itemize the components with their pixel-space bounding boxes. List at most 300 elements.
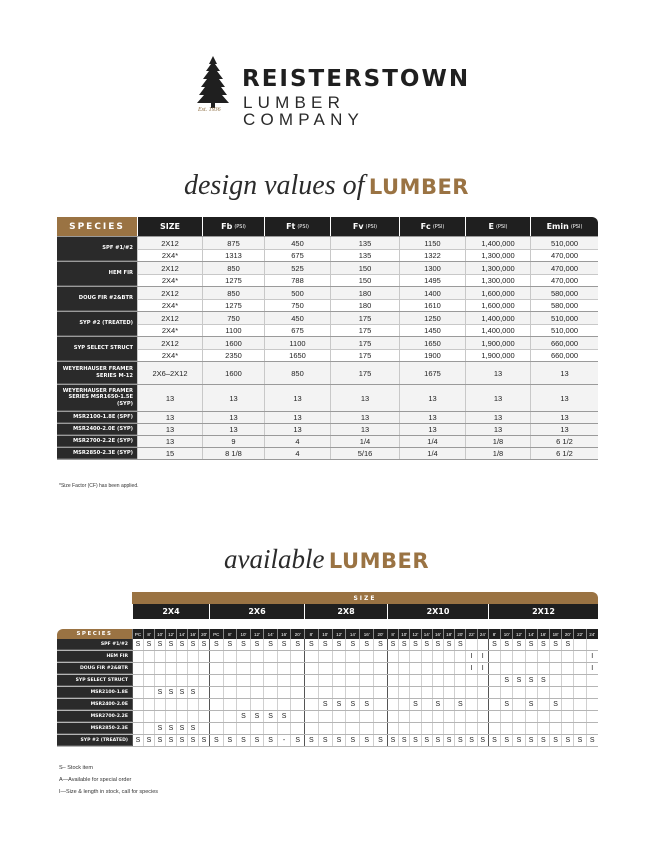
header-label: Fv [352,222,364,231]
availability-cell [304,699,318,710]
availability-cell [154,651,165,662]
availability-cell: S [154,735,165,746]
availability-cell [209,675,223,686]
availability-cell [290,663,304,674]
availability-cell [549,663,561,674]
length-header: 20' [454,629,465,639]
table-row [137,324,598,336]
availability-cell: S [500,639,512,650]
availability-cell [512,723,524,734]
availability-cell [500,687,512,698]
availability-cell [443,711,454,722]
value-cell: 470,000 [530,275,598,286]
availability-cell [387,723,398,734]
species-group [57,423,598,435]
availability-cell [512,651,524,662]
species-group [57,447,598,459]
availability-cell: S [537,639,549,650]
length-header: 16' [359,629,373,639]
availability-cell [561,723,573,734]
table-row [57,639,598,651]
availability-cell [132,699,143,710]
availability-cell [318,711,332,722]
legend-item: A—Available for special order [59,777,132,783]
availability-cell [421,651,432,662]
availability-cell [432,723,443,734]
availability-cell [387,663,398,674]
header-7 [530,217,598,236]
header-unit: (PSI) [432,223,445,230]
availability-cell [398,723,409,734]
availability-cell [345,651,359,662]
availability-cell [236,675,250,686]
size-group-2x8: 2X8 [304,604,387,619]
availability-cell [223,651,237,662]
availability-cell: S [154,687,165,698]
availability-cell: S [454,735,465,746]
availability-cell: S [488,735,500,746]
length-header: 10' [398,629,409,639]
availability-cell: I [465,651,476,662]
availability-cell: S [165,735,176,746]
available-table-body [57,639,598,747]
availability-cell: S [187,687,198,698]
value-cell: 1/8 [465,448,530,459]
value-cell: 1275 [202,300,264,311]
availability-cell [373,723,387,734]
availability-cell: S [586,735,598,746]
availability-cell [537,723,549,734]
availability-cell: S [477,735,488,746]
value-cell: 1313 [202,250,264,261]
value-cell: 1150 [399,237,465,249]
length-header: PC [132,629,143,639]
availability-cell [373,699,387,710]
availability-cell [586,699,598,710]
availability-cell [409,675,420,686]
availability-cell [465,711,476,722]
availability-cell: S [263,639,277,650]
availability-cell [236,699,250,710]
value-cell: 850 [202,262,264,274]
availability-cell [443,699,454,710]
size-group-2x6: 2X6 [209,604,304,619]
value-cell: 675 [264,325,330,336]
availability-cell [332,675,346,686]
species-values [137,312,598,336]
value-cell: 510,000 [530,312,598,324]
availability-cell [304,687,318,698]
availability-cell [187,675,198,686]
value-cell: 5/16 [330,448,399,459]
availability-cell: S [143,735,154,746]
availability-cell [432,651,443,662]
value-cell: 150 [330,275,399,286]
availability-cell [488,675,500,686]
availability-cell: S [549,699,561,710]
value-cell: 13 [330,424,399,435]
species-values [137,362,598,384]
header-unit: (PSI) [495,223,508,230]
availability-cell [443,651,454,662]
availability-cell [176,711,187,722]
value-cell: 2X4* [137,350,202,361]
availability-cell [500,663,512,674]
table-row [57,735,598,747]
size-group-2x10: 2X10 [387,604,488,619]
availability-cell: - [277,735,291,746]
availability-cell [432,711,443,722]
availability-cell [432,687,443,698]
availability-cell: S [332,699,346,710]
availability-cell [525,711,537,722]
value-cell: 1400 [399,287,465,299]
species-name: WEYERHAUSER FRAMER SERIES M-12 [57,362,137,384]
length-header: 8' [223,629,237,639]
table-row [137,385,598,411]
availability-cell: S [454,699,465,710]
value-cell: 1650 [399,337,465,349]
availability-cell [165,663,176,674]
availability-cell [454,687,465,698]
length-header: 8' [304,629,318,639]
availability-cell: S [209,639,223,650]
value-cell: 15 [137,448,202,459]
availability-cell [223,663,237,674]
availability-cell: S [409,639,420,650]
species-values [137,448,598,459]
availability-cell [573,699,585,710]
availability-cell [318,663,332,674]
header-6 [465,217,530,236]
table-row [57,675,598,687]
availability-cell [549,711,561,722]
availability-cell [165,675,176,686]
availability-cell [209,663,223,674]
availability-cell: S [176,687,187,698]
value-cell: 1,900,000 [465,337,530,349]
availability-cell [304,663,318,674]
availability-cell [223,675,237,686]
availability-cell [318,687,332,698]
species-group [57,261,598,286]
availability-cell: S [154,639,165,650]
species-name: HEM FIR [57,651,132,662]
availability-cell [223,723,237,734]
availability-cell [443,687,454,698]
value-cell: 1322 [399,250,465,261]
availability-cell [345,723,359,734]
availability-cell [573,687,585,698]
availability-cell: S [209,735,223,746]
species-name: WEYERHAUSER FRAMER SERIES MSR1650-1.5E (SYP) [57,385,137,411]
availability-cell [132,687,143,698]
availability-cell: S [398,639,409,650]
length-header: 10' [236,629,250,639]
availability-cell [398,699,409,710]
species-name: MSR2850-2.3E [57,723,132,734]
availability-cell [290,699,304,710]
value-cell: 510,000 [530,237,598,249]
availability-cell [537,687,549,698]
species-name: SYP #2 (TREATED) [57,735,132,746]
available-title-bold: LUMBER [328,549,430,573]
availability-cell [304,723,318,734]
availability-cell [373,663,387,674]
availability-cell [176,663,187,674]
value-cell: 1450 [399,325,465,336]
length-header: 22' [573,629,585,639]
availability-cell: S [187,639,198,650]
value-cell: 1,300,000 [465,275,530,286]
availability-cell [432,675,443,686]
value-cell: 13 [202,412,264,423]
availability-cell [187,663,198,674]
value-cell: 1610 [399,300,465,311]
availability-cell [318,675,332,686]
availability-cell [573,651,585,662]
species-name: MSR2700-2.2E (SYP) [57,436,137,447]
availability-cell [488,651,500,662]
availability-cell [454,663,465,674]
availability-cell: S [304,735,318,746]
value-cell: 180 [330,300,399,311]
legend-item: I—Size & length in stock, call for species [59,789,159,795]
table-row [137,412,598,423]
design-title-script: design values of [184,170,365,201]
availability-cell [250,675,264,686]
availability-cell [443,663,454,674]
species-name: MSR2100-1.8E (SPF) [57,412,137,423]
header-label: SPECIES [69,221,125,232]
availability-cell [345,663,359,674]
availability-cell: S [421,639,432,650]
availability-cell [250,651,264,662]
availability-cell [143,723,154,734]
value-cell: 13 [465,412,530,423]
availability-cell: S [488,639,500,650]
value-cell: 13 [530,424,598,435]
availability-cell [277,651,291,662]
availability-cell [332,663,346,674]
species-group [57,411,598,423]
table-row [57,723,598,735]
availability-cell [373,651,387,662]
availability-cell [250,723,264,734]
availability-cell [373,711,387,722]
value-cell: 1600 [202,362,264,384]
availability-cell [409,711,420,722]
value-cell: 1,400,000 [465,237,530,249]
availability-cell [477,711,488,722]
availability-cell: S [432,735,443,746]
availability-cell [132,651,143,662]
availability-cell [143,663,154,674]
table-row [137,312,598,324]
value-cell: 6 1/2 [530,436,598,447]
availability-cell [561,699,573,710]
value-cell: 2X4* [137,325,202,336]
availability-cell [549,675,561,686]
species-values [137,424,598,435]
availability-cell [318,723,332,734]
availability-cell: S [318,735,332,746]
availability-cell: S [561,735,573,746]
availability-cell [154,663,165,674]
value-cell: 450 [264,312,330,324]
header-0 [57,217,137,236]
availability-cell: S [500,735,512,746]
table-row [57,663,598,675]
availability-cell: S [537,675,549,686]
availability-cell: S [549,735,561,746]
length-header: 20' [561,629,573,639]
value-cell: 13 [399,412,465,423]
availability-cell: I [586,663,598,674]
availability-cell [488,699,500,710]
availability-cell: S [373,735,387,746]
length-header: 12' [332,629,346,639]
header-label: E [488,222,494,231]
species-group [57,384,598,411]
availability-cell: S [443,735,454,746]
value-cell: 2X12 [137,312,202,324]
availability-cell [573,675,585,686]
availability-cell [154,699,165,710]
value-cell: 175 [330,325,399,336]
species-name: HEM FIR [57,262,137,286]
availability-cell [332,723,346,734]
species-name: SPF #1/#2 [57,237,137,261]
availability-cell [549,651,561,662]
availability-cell: I [465,663,476,674]
value-cell: 2350 [202,350,264,361]
availability-cell: S [398,735,409,746]
availability-cell: S [345,735,359,746]
value-cell: 175 [330,350,399,361]
availability-cell [209,687,223,698]
table-row [57,711,598,723]
value-cell: 2X6–2X12 [137,362,202,384]
length-header: 22' [465,629,476,639]
availability-cell [409,723,420,734]
length-header: 8' [387,629,398,639]
availability-cell [525,687,537,698]
availability-cell [263,663,277,674]
value-cell: 1300 [399,262,465,274]
value-cell: 850 [264,362,330,384]
availability-cell [290,723,304,734]
header-1 [137,217,202,236]
availability-cell: S [263,735,277,746]
value-cell: 13 [202,385,264,411]
availability-cell [345,687,359,698]
availability-cell: S [277,639,291,650]
availability-cell [500,651,512,662]
availability-cell [132,663,143,674]
value-cell: 13 [399,385,465,411]
length-header: 8' [488,629,500,639]
availability-cell [187,651,198,662]
availability-cell: S [525,699,537,710]
value-cell: 4 [264,436,330,447]
value-cell: 660,000 [530,350,598,361]
availability-cell [387,651,398,662]
length-header: 16' [432,629,443,639]
availability-cell [586,639,598,650]
availability-cell [143,675,154,686]
availability-cell [488,723,500,734]
value-cell: 1/4 [330,436,399,447]
availability-cell: S [443,639,454,650]
value-cell: 135 [330,250,399,261]
availability-cell [209,711,223,722]
length-header: 24' [586,629,598,639]
value-cell: 470,000 [530,262,598,274]
value-cell: 660,000 [530,337,598,349]
header-2 [202,217,264,236]
value-cell: 788 [264,275,330,286]
availability-cell [421,675,432,686]
availability-cell [359,687,373,698]
length-header: 12' [512,629,524,639]
availability-cell: S [277,711,291,722]
species-group [57,336,598,361]
value-cell: 875 [202,237,264,249]
design-title-bold: LUMBER [368,175,469,199]
availability-cell [398,651,409,662]
availability-cell [277,663,291,674]
value-cell: 1900 [399,350,465,361]
availability-cell [165,651,176,662]
header-label: SIZE [159,222,180,231]
availability-cell: S [387,735,398,746]
availability-cell: S [318,699,332,710]
value-cell: 470,000 [530,250,598,261]
availability-cell: S [359,699,373,710]
availability-cell [525,723,537,734]
availability-cell [421,699,432,710]
availability-cell: S [465,735,476,746]
value-cell: 13 [202,424,264,435]
value-cell: 13 [465,424,530,435]
availability-cell: S [537,735,549,746]
availability-cell: S [525,735,537,746]
value-cell: 13 [530,362,598,384]
size-group-2x12: 2X12 [488,604,598,619]
availability-cell [561,687,573,698]
table-row [137,362,598,384]
availability-cell: S [132,639,143,650]
availability-cell [176,651,187,662]
availability-cell: S [176,735,187,746]
availability-cell [176,675,187,686]
availability-cell: S [176,639,187,650]
value-cell: 1675 [399,362,465,384]
table-row [57,699,598,711]
availability-cell [345,711,359,722]
availability-cell [236,663,250,674]
value-cell: 6 1/2 [530,448,598,459]
availability-cell [537,651,549,662]
availability-cell [561,651,573,662]
availability-cell [465,639,476,650]
availability-cell [488,687,500,698]
company-logo [196,56,471,129]
table-row [137,237,598,249]
availability-cell [263,651,277,662]
species-values [137,262,598,286]
